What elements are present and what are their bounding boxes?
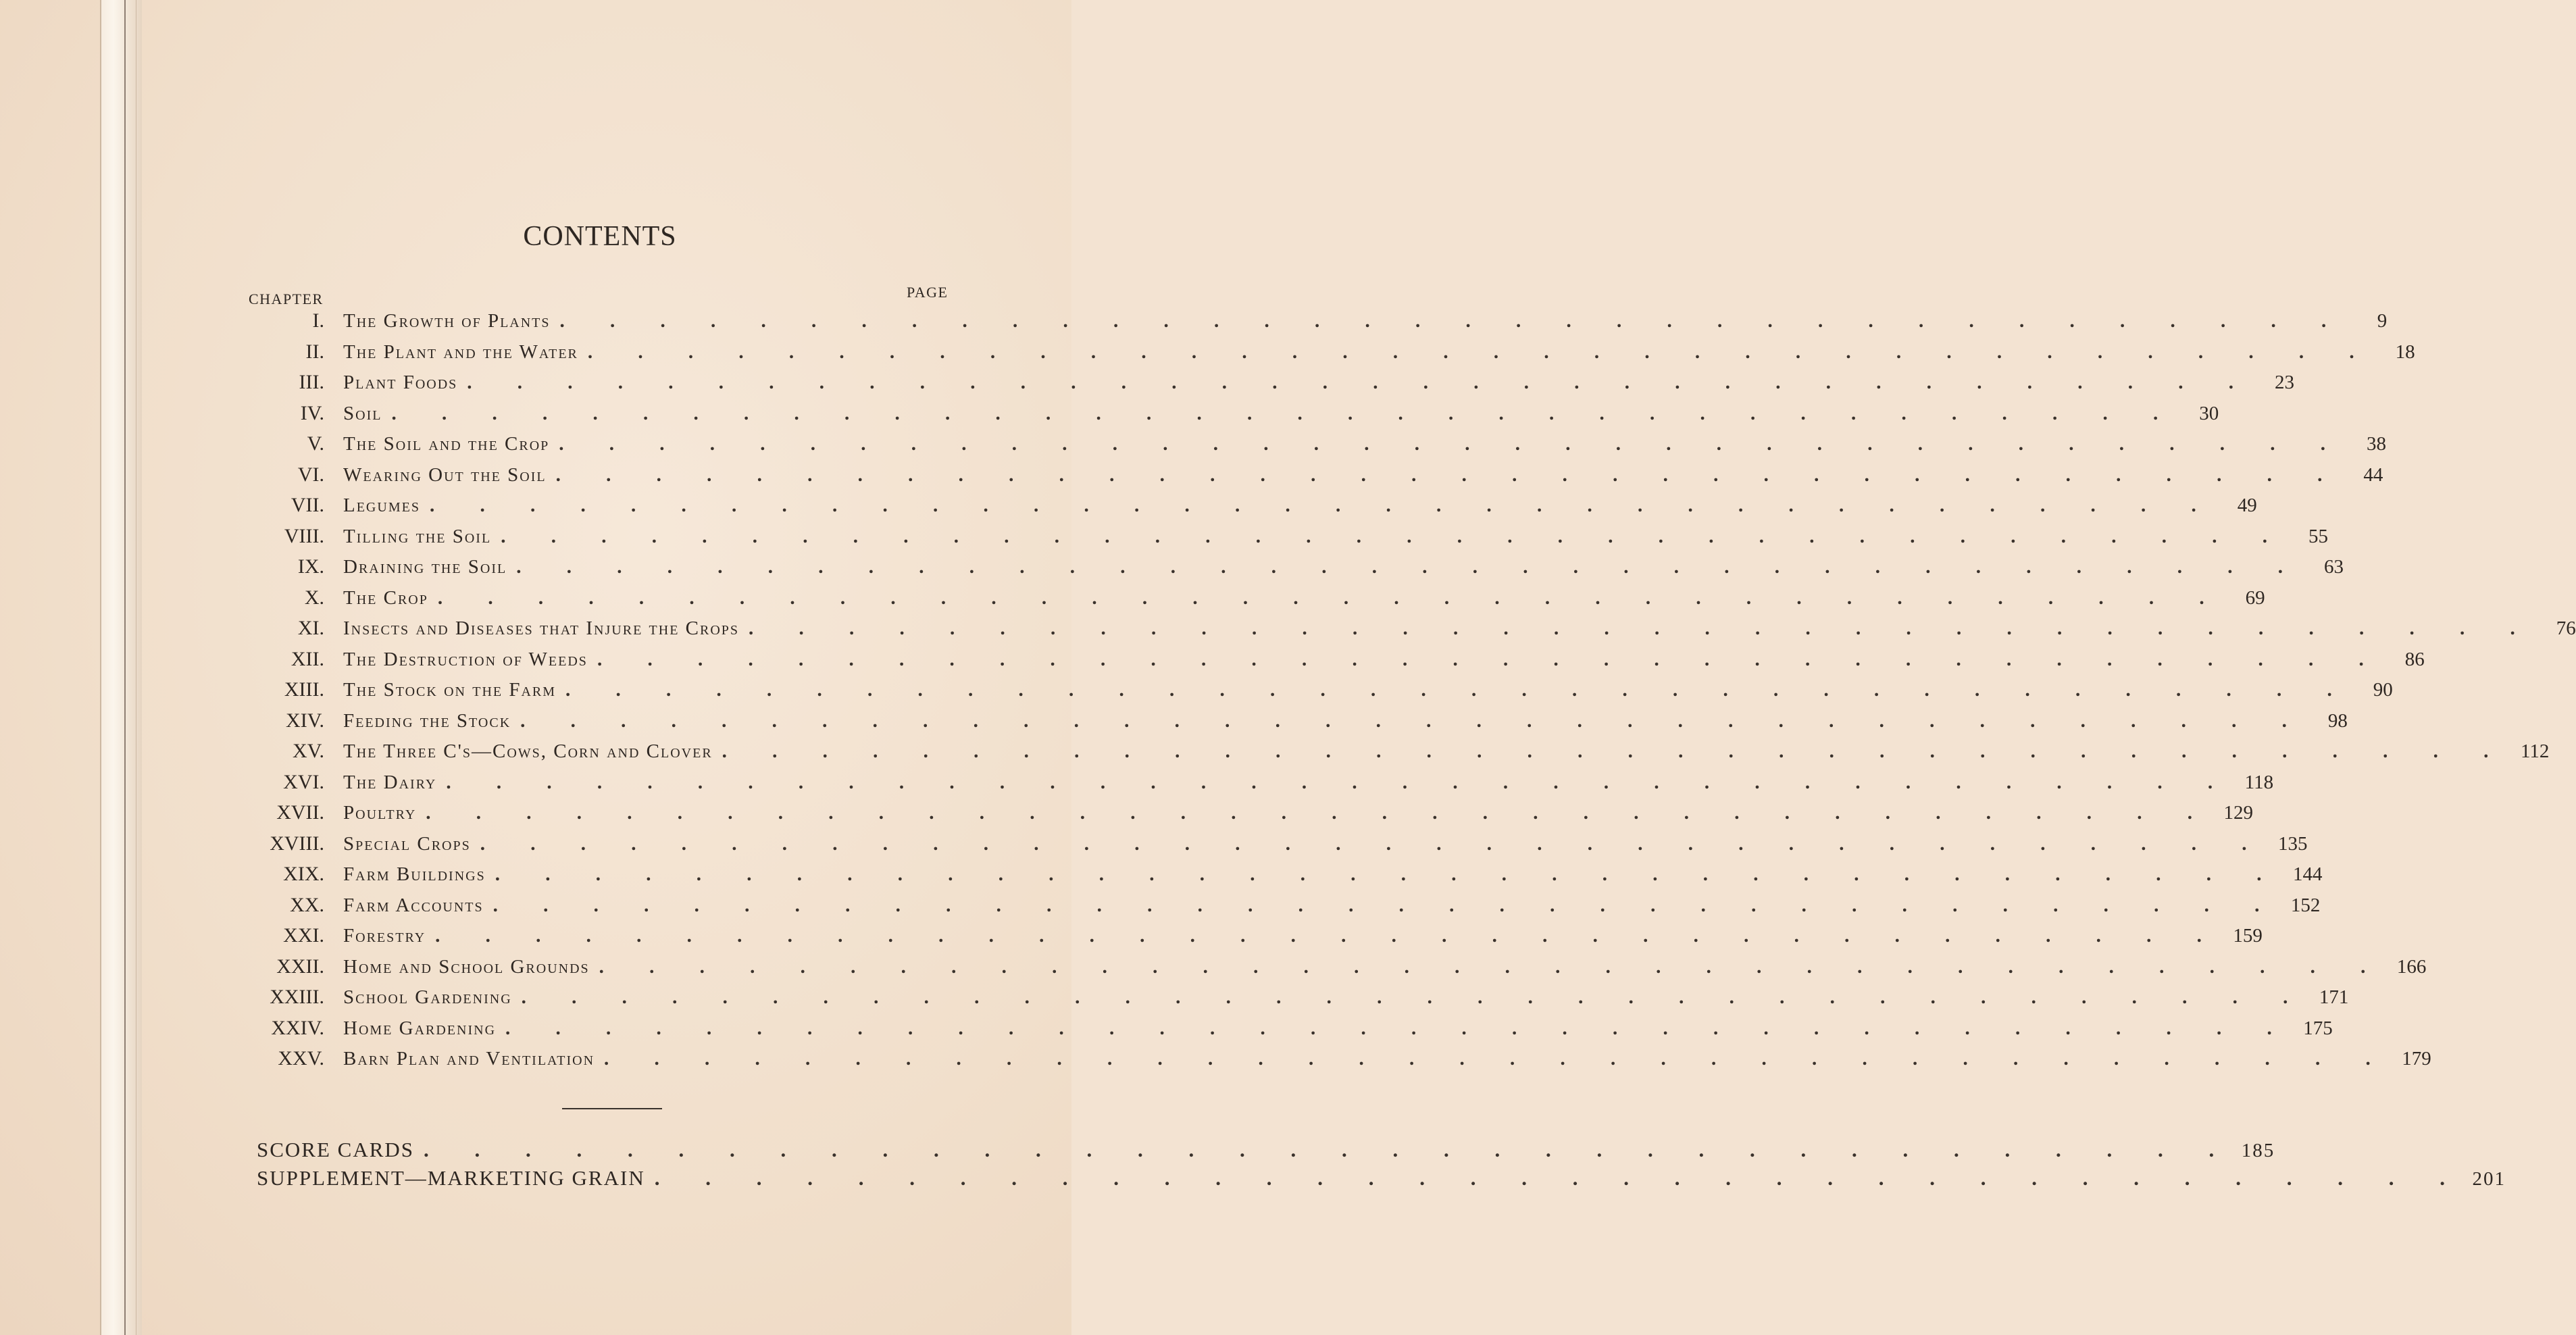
leader-dots: . . . . . . . . . . . . . . . . . . . . . . . . . . . . . . . . . . . . [722, 740, 2509, 762]
page-title: CONTENTS [523, 221, 677, 252]
page-number: 185 [2241, 1140, 2275, 1161]
chapter-number: XXIII. [270, 986, 324, 1008]
leader-dots: . . . . . . . . . . . . . . . . . . . . . . . . . . . . . . . . . . . . [559, 433, 2346, 455]
page-number: 152 [2290, 894, 2321, 916]
leader-dots: . . . . . . . . . . . . . . . . . . . . . . . . . . . . . . . . . . . . [495, 863, 2282, 885]
leader-dots: . . . . . . . . . . . . . . . . . . . . . . . . . . . . . . . . . . . . [597, 648, 2384, 670]
chapter-number: XIII. [284, 678, 324, 701]
entry-title: Wearing Out the Soil [343, 463, 547, 486]
toc-entry [243, 863, 2323, 894]
page-number: 166 [2396, 955, 2427, 978]
toc-entry [243, 524, 2328, 556]
page-number: 159 [2233, 925, 2263, 947]
entry-title: The Dairy [343, 771, 437, 793]
entry-title: Farm Buildings [343, 863, 486, 885]
entry-title: School Gardening [343, 986, 512, 1008]
entry-title: The Destruction of Weeds [343, 648, 588, 670]
page-number: 175 [2303, 1017, 2333, 1039]
chapter-number: XXIV. [271, 1016, 324, 1039]
leader-dots: . . . . . . . . . . . . . . . . . . . . . . . . . . . . . . . . . . . . [426, 802, 2213, 824]
chapter-number: VI. [297, 463, 324, 486]
page-number: 179 [2402, 1048, 2431, 1069]
leader-dots: . . . . . . . . . . . . . . . . . . . . . . . . . . . . . . . . . . . . [480, 832, 2267, 855]
leader-dots: . . . . . . . . . . . . . . . . . . . . . . . . . . . . . . . . . . . . [654, 1166, 2465, 1190]
chapter-number: XXV. [278, 1047, 324, 1069]
leader-dots: . . . . . . . . . . . . . . . . . . . . . . . . . . . . . . . . . . . . [446, 771, 2233, 793]
page-number: 118 [2244, 771, 2274, 793]
entry-title: The Crop [343, 586, 428, 609]
toc-entry [243, 586, 2265, 618]
toc-entry [243, 1047, 2431, 1078]
page-number: 76 [2556, 618, 2576, 639]
section-divider [562, 1108, 662, 1109]
chapter-number: XIX. [283, 863, 324, 885]
chapter-number: XII. [291, 647, 324, 670]
chapter-number: II. [305, 340, 324, 363]
toc-entry [243, 555, 2344, 586]
page-number: 201 [2472, 1168, 2506, 1190]
chapter-number: XX. [290, 893, 324, 916]
page-number: 135 [2278, 832, 2308, 855]
page-number: 63 [2323, 556, 2344, 578]
page-number: 144 [2292, 863, 2323, 885]
page-number: 129 [2223, 802, 2254, 824]
leader-dots: . . . . . . . . . . . . . . . . . . . . . . . . . . . . . . . . . . . . [599, 955, 2386, 978]
chapter-number: XIV. [286, 709, 324, 732]
toc-entry [243, 709, 2348, 740]
entry-title: Soil [343, 402, 382, 424]
chapter-number: XI. [297, 617, 324, 639]
chapter-number: XVIII. [270, 832, 324, 855]
toc-entry [243, 647, 2425, 679]
leader-dots: . . . . . . . . . . . . . . . . . . . . . . . . . . . . . . . . . . . . [467, 372, 2254, 393]
entry-title: Home and School Grounds [343, 955, 590, 978]
page-number: 90 [2373, 679, 2393, 701]
leader-dots: . . . . . . . . . . . . . . . . . . . . . . . . . . . . . . . . . . . . [516, 556, 2303, 578]
entry-title: The Soil and the Crop [343, 433, 550, 455]
leader-dots: . . . . . . . . . . . . . . . . . . . . . . . . . . . . . . . . . . . . [424, 1138, 2235, 1161]
toc-entry [257, 1138, 2275, 1166]
toc-entry [243, 770, 2274, 802]
page-number: 112 [2520, 740, 2550, 762]
leader-dots: . . . . . . . . . . . . . . . . . . . . . . . . . . . . . . . . . . . . [555, 463, 2343, 486]
leader-dots: . . . . . . . . . . . . . . . . . . . . . . . . . . . . . . . . . . . . [604, 1048, 2391, 1069]
entry-title: Feeding the Stock [343, 709, 511, 732]
leader-dots: . . . . . . . . . . . . . . . . . . . . . . . . . . . . . . . . . . . . [501, 525, 2288, 547]
entry-title: Plant Foods [343, 372, 458, 393]
leader-dots: . . . . . . . . . . . . . . . . . . . . . . . . . . . . . . . . . . . . [391, 402, 2179, 424]
page-number: 86 [2404, 648, 2425, 670]
toc-entry [243, 924, 2263, 955]
page-number: 38 [2367, 433, 2387, 455]
page-number: 49 [2237, 495, 2257, 516]
chapter-number: IV. [300, 401, 324, 424]
entry-title: Legumes [343, 495, 420, 516]
toc-entry [243, 740, 2550, 771]
toc-entry [243, 371, 2295, 402]
toc-entry [243, 432, 2387, 463]
entry-title: Barn Plan and Ventilation [343, 1048, 595, 1069]
toc-entry [257, 1166, 2506, 1194]
chapter-number: I. [312, 309, 324, 332]
page-number: 23 [2275, 372, 2295, 393]
leader-dots: . . . . . . . . . . . . . . . . . . . . . . . . . . . . . . . . . . . . [429, 495, 2217, 516]
chapter-number: XXI. [283, 924, 324, 947]
toc-entry [243, 1016, 2333, 1048]
page-number: 55 [2308, 525, 2328, 547]
page-number: 98 [2327, 709, 2348, 732]
chapter-number: X. [304, 586, 324, 609]
entry-title: Special Crops [343, 832, 471, 855]
leader-dots: . . . . . . . . . . . . . . . . . . . . . . . . . . . . . . . . . . . . [520, 709, 2307, 732]
chapter-number: VIII. [284, 524, 324, 547]
chapter-number: XV. [293, 740, 324, 762]
page-number: 69 [2245, 586, 2265, 609]
leader-dots: . . . . . . . . . . . . . . . . . . . . . . . . . . . . . . . . . . . . [437, 586, 2225, 609]
entry-title: The Growth of Plants [343, 310, 551, 332]
entry-title: Draining the Soil [343, 556, 507, 578]
page-number: 30 [2199, 402, 2219, 424]
page-number: 171 [2319, 986, 2349, 1008]
entry-title: Farm Accounts [343, 894, 484, 916]
leader-dots: . . . . . . . . . . . . . . . . . . . . . . . . . . . . . . . . . . . . [565, 679, 2352, 701]
toc-entry [243, 801, 2254, 832]
toc-entry [243, 832, 2308, 863]
page-number: 44 [2363, 463, 2383, 486]
page-number: 18 [2395, 341, 2415, 363]
page-column-header: PAGE [907, 284, 949, 301]
spine-fold-line [124, 0, 126, 1335]
toc-entry [243, 986, 2349, 1017]
contents-list [243, 309, 2576, 1078]
toc-entry [243, 678, 2393, 709]
chapter-column-header: CHAPTER [249, 291, 324, 307]
toc-entry [243, 955, 2427, 986]
entry-title: The Three C's—Cows, Corn and Clover [343, 740, 713, 762]
entry-title: The Stock on the Farm [343, 679, 557, 701]
leader-dots: . . . . . . . . . . . . . . . . . . . . . . . . . . . . . . . . . . . . [521, 986, 2308, 1008]
entry-title: Tilling the Soil [343, 525, 492, 547]
leader-dots: . . . . . . . . . . . . . . . . . . . . . . . . . . . . . . . . . . . . [587, 341, 2375, 363]
entry-title: The Plant and the Water [343, 341, 578, 363]
entry-title: Poultry [343, 802, 417, 824]
toc-entry [243, 617, 2576, 648]
chapter-number: XVI. [283, 770, 324, 793]
entry-title: Insects and Diseases that Injure the Crops [343, 618, 740, 639]
entry-title: Forestry [343, 925, 426, 947]
leader-dots: . . . . . . . . . . . . . . . . . . . . . . . . . . . . . . . . . . . . [559, 310, 2347, 332]
leader-dots: . . . . . . . . . . . . . . . . . . . . . . . . . . . . . . . . . . . . [435, 925, 2222, 947]
leader-dots: . . . . . . . . . . . . . . . . . . . . . . . . . . . . . . . . . . . . [493, 894, 2280, 916]
entry-title: SUPPLEMENT—MARKETING GRAIN [257, 1166, 645, 1190]
appendix-list [257, 1138, 2506, 1194]
chapter-number: XXII. [276, 955, 324, 978]
toc-entry [243, 893, 2321, 925]
leader-dots: . . . . . . . . . . . . . . . . . . . . . . . . . . . . . . . . . . . . [505, 1017, 2292, 1039]
chapter-number: IX. [297, 555, 324, 578]
chapter-number: XVII. [276, 801, 324, 824]
entry-title: SCORE CARDS [257, 1138, 415, 1161]
chapter-number: VII. [291, 494, 324, 516]
chapter-number: V. [307, 432, 324, 455]
leader-dots: . . . . . . . . . . . . . . . . . . . . . . . . . . . . . . . . . . . . [749, 618, 2535, 639]
entry-title: Home Gardening [343, 1017, 497, 1039]
toc-entry [243, 309, 2388, 341]
chapter-number: III. [299, 371, 324, 393]
page-number: 9 [2377, 310, 2388, 332]
toc-entry [243, 401, 2219, 433]
toc-entry [243, 494, 2257, 525]
toc-entry [243, 463, 2383, 495]
toc-entry [243, 340, 2415, 372]
